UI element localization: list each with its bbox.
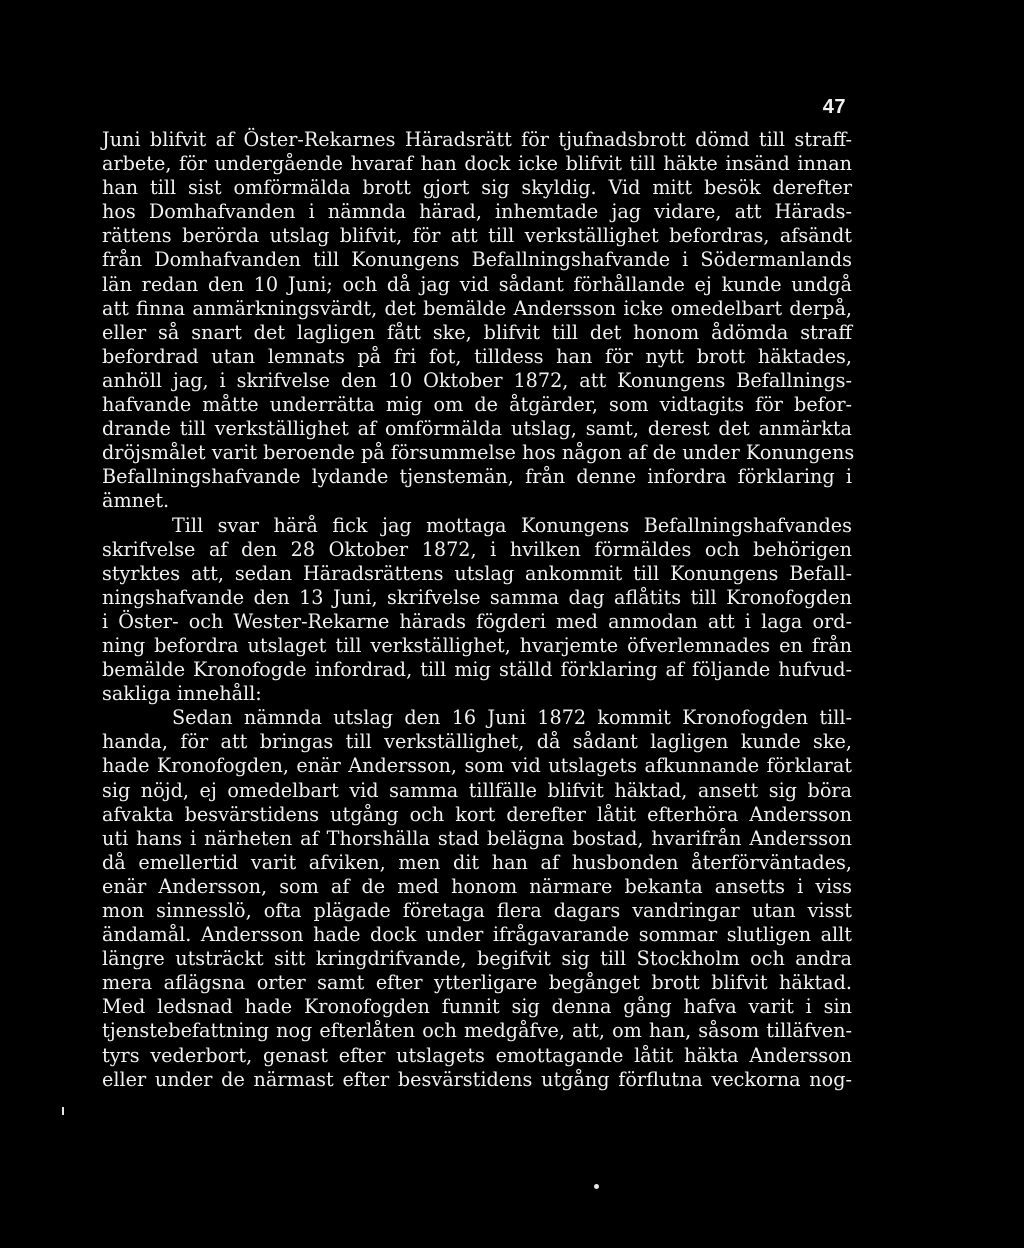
page-number: 47 bbox=[822, 96, 846, 118]
text-line: att finna anmärkningsvärdt, det bemälde Andersson icke omedelbart derpå, bbox=[102, 296, 852, 320]
text-line: bemälde Kronofogde infordrad, till mig ställd förklaring af följande hufvud- bbox=[102, 658, 852, 682]
text-line: eller så snart det lagligen fått ske, blifvit till det honom ådömda straff bbox=[102, 320, 852, 344]
scan-artifact-mark bbox=[62, 1107, 64, 1115]
text-line: enär Andersson, som af de med honom närmare bekanta ansetts i viss bbox=[102, 874, 852, 898]
text-line: styrktes att, sedan Häradsrättens utslag ankommit till Konungens Befall- bbox=[102, 561, 852, 585]
text-line: drande till verkställighet af omförmälda utslag, samt, derest det anmärkta bbox=[102, 417, 852, 441]
text-line: Sedan nämnda utslag den 16 Juni 1872 kommit Kronofogden till- bbox=[172, 706, 852, 730]
text-line: sakliga innehåll: bbox=[102, 682, 262, 706]
text-line: i Öster- och Wester-Rekarne härads fögderi med anmodan att i laga ord- bbox=[102, 609, 852, 633]
text-line: Befallningshafvande lydande tjenstemän, från denne infordra förklaring i bbox=[102, 465, 852, 489]
text-line: afvakta besvärstidens utgång och kort derefter låtit efterhöra Andersson bbox=[102, 802, 852, 826]
text-line: mon sinnesslö, ofta plägade företaga flera dagars vandringar utan visst bbox=[102, 899, 852, 922]
text-line: uti hans i närheten af Thorshälla stad belägna bostad, hvarifrån Andersson bbox=[102, 826, 852, 850]
text-line: Med ledsnad hade Kronofogden funnit sig denna gång hafva varit i sin bbox=[102, 995, 852, 1019]
text-line: handa, för att bringas till verkställighet, då sådant lagligen kunde ske, bbox=[102, 730, 852, 754]
text-line: från Domhafvanden till Konungens Befallningshafvande i Södermanlands bbox=[102, 248, 852, 272]
text-line: tjenstebefattning nog efterlåten och medgåfve, att, om han, såsom tilläfven- bbox=[102, 1019, 852, 1043]
body-text bbox=[102, 128, 855, 1092]
text-line: anhöll jag, i skrifvelse den 10 Oktober 1872, att Konungens Befallnings- bbox=[102, 368, 852, 392]
text-line: hade Kronofogden, enär Andersson, som vid utslagets afkunnande förklarat bbox=[102, 754, 852, 778]
text-line: ningshafvande den 13 Juni, skrifvelse samma dag aflåtits till Kronofogden bbox=[102, 585, 852, 609]
text-line: eller under de närmast efter besvärstidens utgång förflutna veckorna nog- bbox=[102, 1067, 852, 1091]
text-line: mera aflägsna orter samt efter ytterligare begånget brott blifvit häktad. bbox=[102, 971, 852, 995]
text-line: län redan den 10 Juni; och då jag vid sådant förhållande ej kunde undgå bbox=[102, 272, 852, 296]
text-line: dröjsmålet varit beroende på försummelse hos någon af de under Konungens bbox=[102, 441, 855, 465]
text-line: arbete, för undergående hvaraf han dock icke blifvit till häkte insänd innan bbox=[102, 152, 852, 176]
text-line: befordrad utan lemnats på fri fot, tilldess han för nytt brott häktades, bbox=[102, 344, 852, 368]
text-line: hos Domhafvanden i nämnda härad, inhemtade jag vidare, att Härads- bbox=[102, 200, 852, 224]
scan-artifact-dot bbox=[594, 1184, 599, 1189]
text-line: ning befordra utslaget till verkställighet, hvarjemte öfverlemnades en från bbox=[102, 633, 852, 657]
text-line: han till sist omförmälda brott gjort sig skyldig. Vid mitt besök derefter bbox=[102, 176, 852, 200]
text-line: längre utsträckt sitt kringdrifvande, begifvit sig till Stockholm och andra bbox=[102, 947, 852, 971]
text-line: skrifvelse af den 28 Oktober 1872, i hvilken förmäldes och behörigen bbox=[102, 537, 852, 561]
text-line: Till svar härå fick jag mottaga Konungens Befallningshafvandes bbox=[172, 513, 852, 537]
text-line: ämnet. bbox=[102, 489, 170, 513]
text-line: då emellertid varit afviken, men dit han af husbonden återförväntades, bbox=[102, 850, 852, 874]
text-line: hafvande måtte underrätta mig om de åtgärder, som vidtagits för befor- bbox=[102, 393, 852, 417]
text-line: rättens berörda utslag blifvit, för att till verkställighet befordras, afsändt bbox=[102, 224, 852, 248]
text-line: tyrs vederbort, genast efter utslagets emottagande låtit häkta Andersson bbox=[102, 1043, 852, 1067]
text-line: ändamål. Andersson hade dock under ifrågavarande sommar slutligen allt bbox=[102, 923, 852, 947]
text-line: Juni blifvit af Öster-Rekarnes Häradsrätt för tjufnadsbrott dömd till straff- bbox=[102, 128, 852, 151]
text-line: sig nöjd, ej omedelbart vid samma tillfälle blifvit häktad, ansett sig böra bbox=[102, 778, 852, 802]
